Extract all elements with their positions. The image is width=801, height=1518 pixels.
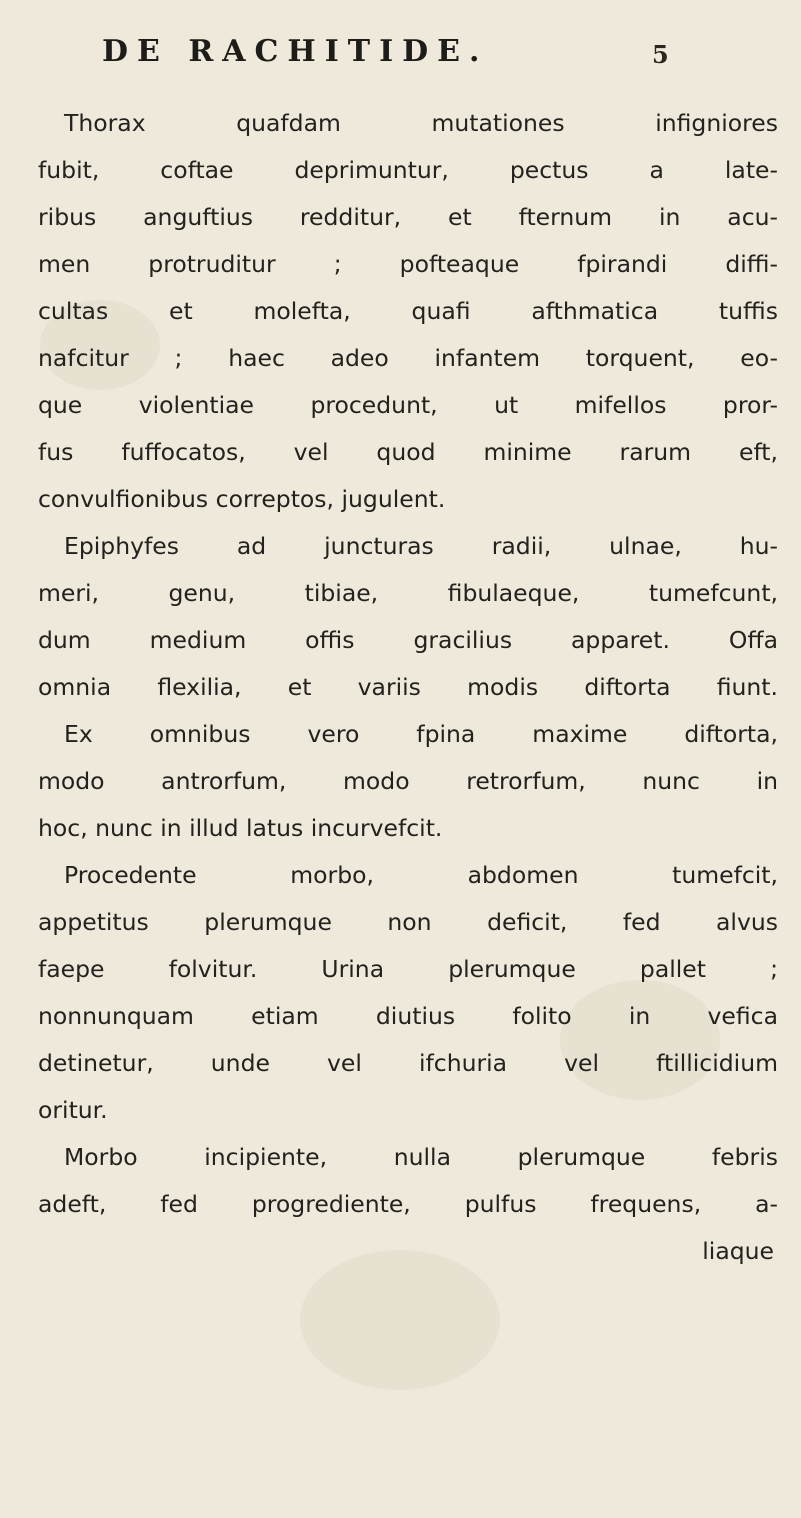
text-line: omnia flexilia, et variis modis diftorta fiunt.: [38, 673, 778, 701]
running-head: [0, 30, 801, 74]
text-line: men protruditur ; pofteaque fpirandi diffi-: [38, 250, 778, 278]
text-line: nonnunquam etiam diutius folito in vefica: [38, 1002, 778, 1030]
text-line: Procedente morbo, abdomen tumefcit,: [64, 861, 778, 889]
text-line: hoc, nunc in illud latus incurvefcit.: [38, 814, 443, 842]
text-line: Thorax quafdam mutationes infigniores: [64, 109, 778, 137]
text-line: faepe folvitur. Urina plerumque pallet ;: [38, 955, 778, 983]
text-line: appetitus plerumque non deficit, fed alvus: [38, 908, 778, 936]
body-text: [38, 100, 778, 1275]
text-line: convulfionibus correptos, jugulent.: [38, 485, 446, 513]
text-line: que violentiae procedunt, ut mifellos pror-: [38, 391, 778, 419]
text-line: Epiphyfes ad juncturas radii, ulnae, hu-: [64, 532, 778, 560]
text-line: oritur.: [38, 1096, 108, 1124]
running-title: DE RACHITIDE.: [102, 34, 489, 69]
text-line: dum medium offis gracilius apparet. Offa: [38, 626, 778, 654]
page-number: 5: [652, 40, 669, 69]
catchword: liaque: [702, 1237, 774, 1265]
text-line: detinetur, unde vel ifchuria vel ftillicidium: [38, 1049, 778, 1077]
text-line: fus fuffocatos, vel quod minime rarum eft,: [38, 438, 778, 466]
text-line: cultas et molefta, quafi afthmatica tuffis: [38, 297, 778, 325]
text-line: meri, genu, tibiae, fibulaeque, tumefcunt,: [38, 579, 778, 607]
text-line: fubit, coftae deprimuntur, pectus a late-: [38, 156, 778, 184]
text-line: nafcitur ; haec adeo infantem torquent, eo-: [38, 344, 778, 372]
text-line: ribus anguftius redditur, et fternum in acu-: [38, 203, 778, 231]
text-line: modo antrorfum, modo retrorfum, nunc in: [38, 767, 778, 795]
text-line: Morbo incipiente, nulla plerumque febris: [64, 1143, 778, 1171]
text-line: Ex omnibus vero fpina maxime diftorta,: [64, 720, 778, 748]
text-line: adeft, fed progrediente, pulfus frequens, a-: [38, 1190, 778, 1218]
